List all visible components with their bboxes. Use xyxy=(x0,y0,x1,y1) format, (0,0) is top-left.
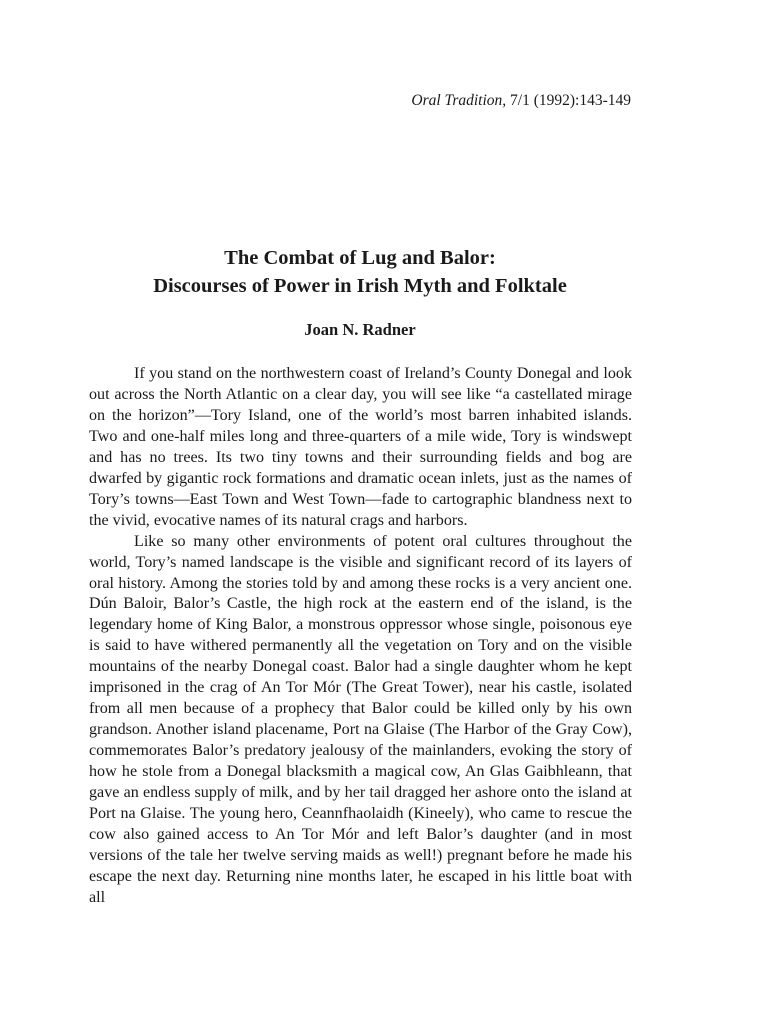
author-name: Joan N. Radner xyxy=(304,320,416,339)
article-body xyxy=(89,364,632,909)
journal-name: Oral Tradition, xyxy=(411,92,507,109)
article-title xyxy=(88,244,632,300)
volume-pages: 7/1 (1992):143-149 xyxy=(510,92,631,109)
title-line-2: Discourses of Power in Irish Myth and Folktale xyxy=(153,275,567,297)
body-paragraph-2: Like so many other environments of potent oral cultures throughout the world, Tory’s named landscape is the visible and significant record of its layers of oral history. Among the stories told by and among these rocks is a very ancient one. Dún Baloir, Balor’s Castle, the high rock at the eastern end of the island, is the legendary home of King Balor, a monstrous oppressor whose single, poisonous eye is said to have withered permanently all the vegetation on Tory and on the visible mountains of the nearby Donegal coast. Balor had a single daughter whom he kept imprisoned in the crag of An Tor Mór (The Great Tower), near his castle, isolated from all men because of a prophecy that Balor could be killed only by his own grandson. Another island placename, Port na Glaise (The Harbor of the Gray Cow), commemorates Balor’s predatory jealousy of the mainlanders, evoking the story of how he stole from a Donegal blacksmith a magical cow, An Glas Gaibhleann, that gave an endless supply of milk, and by her tail dragged her ashore onto the island at Port na Glaise. The young hero, Ceannfhaolaidh (Kineely), who came to rescue the cow also gained access to An Tor Mór and left Balor’s daughter (and in most versions of the tale her twelve serving maids as well!) pregnant before he made his escape the next day. Returning nine months later, he escaped in his little boat with all xyxy=(89,532,632,906)
title-line-1: The Combat of Lug and Balor: xyxy=(224,247,496,269)
journal-citation xyxy=(411,92,631,110)
body-paragraph-1: If you stand on the northwestern coast of Ireland’s County Donegal and look out across the North Atlantic on a clear day, you will see like “a castellated mirage on the horizon”—Tory Island, one of the world’s most barren inhabited islands. Two and one-half miles long and three-quarters of a mile wide, Tory is windswept and has no trees. Its two tiny towns and their surrounding fields and bog are dwarfed by gigantic rock formations and dramatic ocean inlets, just as the names of Tory’s towns—East Town and West Town—fade to cartographic blandness next to the vivid, evocative names of its natural crags and harbors. xyxy=(89,365,632,529)
